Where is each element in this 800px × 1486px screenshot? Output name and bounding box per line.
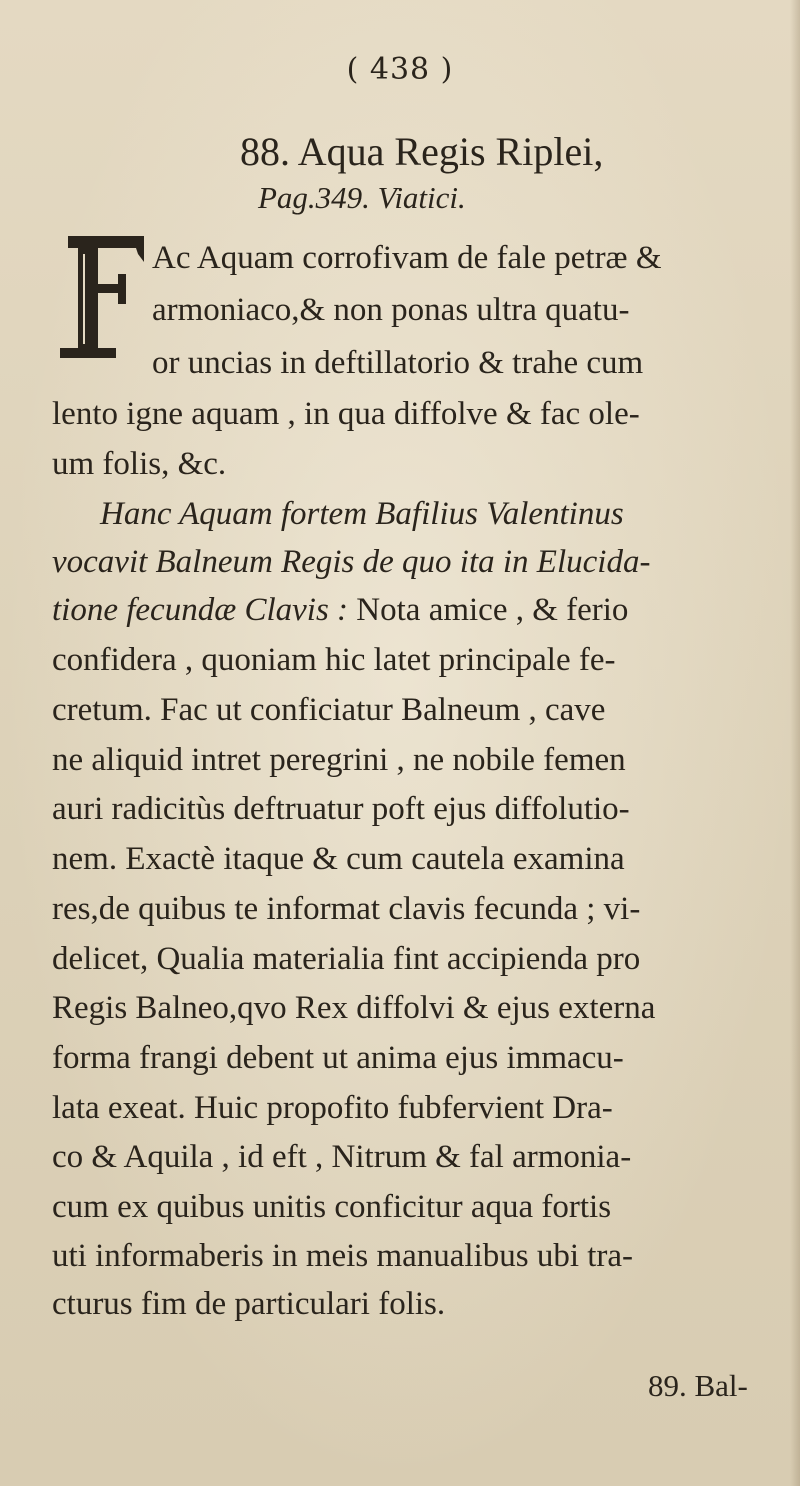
drop-cap-initial (54, 232, 146, 364)
text-line: lata exeat. Huic propofito fubfervient Dra- (52, 1090, 613, 1126)
text-line: forma frangi debent ut anima ejus immacu- (52, 1040, 624, 1076)
text-line: uti informaberis in meis manualibus ubi tra- (52, 1238, 634, 1274)
text-line: res,de quibus te informat clavis fecunda ; vi- (52, 891, 641, 927)
text-line: delicet, Qualia materialia fint accipienda pro (52, 941, 641, 977)
text-line: or uncias in deftillatorio & trahe cum (152, 345, 644, 381)
catchword: 89. Bal- (648, 1368, 748, 1403)
section-heading: 88. Aqua Regis Riplei, (240, 129, 604, 174)
drop-cap-f-icon (54, 232, 146, 364)
text-line: um folis, &c. (52, 446, 227, 482)
text-line: cturus fim de particulari folis. (52, 1286, 446, 1322)
page-number: ( 438 ) (346, 52, 454, 87)
text-line: confidera , quoniam hic latet principale fe- (52, 642, 616, 678)
text-line: ne aliquid intret peregrini , ne nobile femen (52, 742, 626, 778)
text-line: vocavit Balneum Regis de quo ita in Elucida- (52, 544, 651, 580)
text-line: lento igne aquam , in qua diffolve & fac ole- (52, 396, 640, 432)
text-line: armoniaco,& non ponas ultra quatu- (152, 292, 630, 328)
text-line: auri radicitùs deftruatur poft ejus diffolutio- (52, 791, 630, 827)
text-line: Hanc Aquam fortem Bafilius Valentinus (100, 496, 624, 532)
italic-segment: tione fecundæ Clavis : (52, 592, 349, 628)
text-line (52, 590, 628, 630)
text-line: Regis Balneo,qvo Rex diffolvi & ejus externa (52, 990, 656, 1026)
page-edge-shadow (790, 0, 800, 1486)
text-line: cretum. Fac ut conficiatur Balneum , cave (52, 692, 606, 728)
text-line: Ac Aquam corrofivam de fale petræ & (152, 240, 662, 276)
roman-segment: Nota amice , & ferio (348, 592, 629, 628)
text-line: co & Aquila , id eft , Nitrum & fal armonia- (52, 1139, 632, 1175)
section-subheading: Pag.349. Viatici. (258, 180, 466, 215)
text-line: nem. Exactè itaque & cum cautela examina (52, 841, 625, 877)
text-line: cum ex quibus unitis conficitur aqua fortis (52, 1189, 612, 1225)
